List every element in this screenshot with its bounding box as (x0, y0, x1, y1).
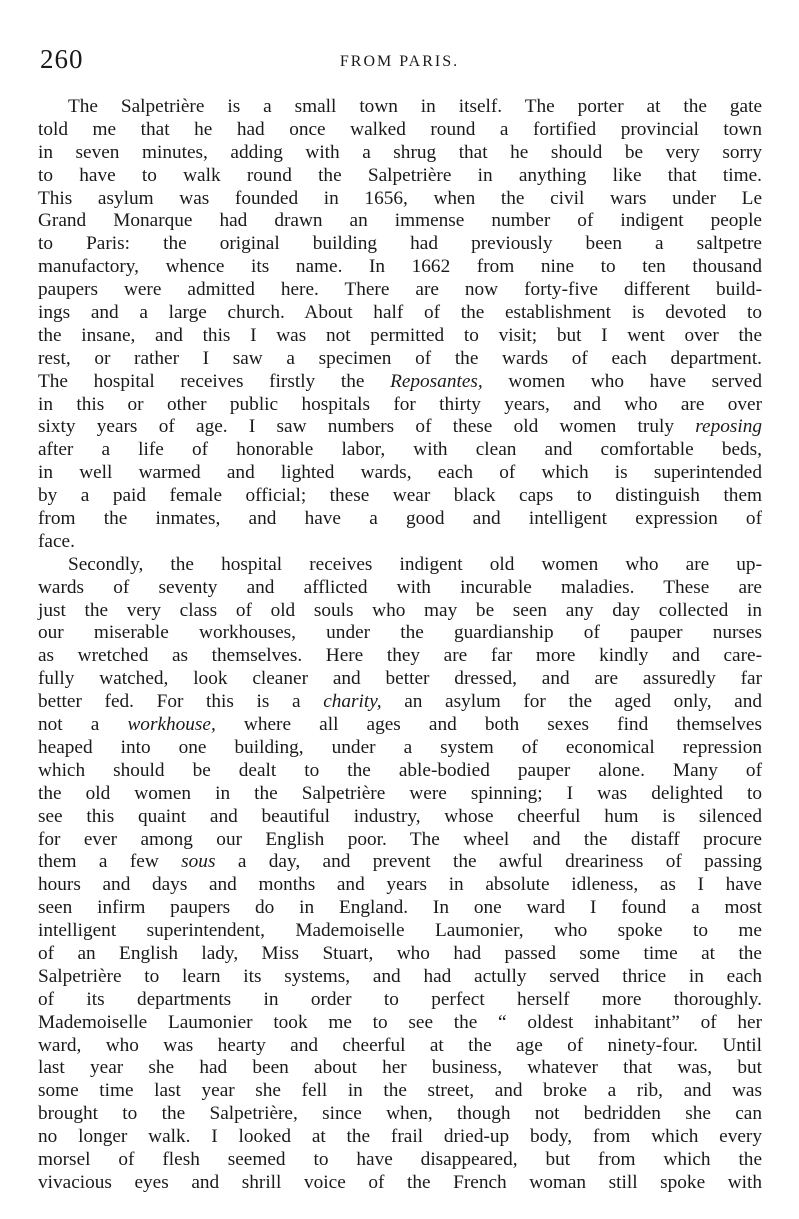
text-line: Secondly, the hospital receives indigent old women who are up- (68, 553, 762, 575)
text-line: see this quaint and beautiful industry, whose cheerful hum is silenced (38, 805, 762, 827)
text-line: seen infirm paupers do in England. In one ward I found a most (38, 897, 762, 919)
text-line: heaped into one building, under a system of economical repression (38, 736, 762, 758)
text-segment: The hospital receives firstly the (38, 370, 391, 392)
page-header (0, 0, 799, 90)
text-line: to have to walk round the Salpetrière in anything like that time. (38, 164, 762, 186)
text-line: ings and a large church. About half of the establishment is devoted to (38, 302, 762, 324)
text-segment: them a few (38, 851, 182, 873)
text-line: ward, who was hearty and cheerful at the age of ninety-four. Until (38, 1034, 762, 1056)
text-line: last year she had been about her business, whatever that was, but (38, 1057, 762, 1079)
text-line: wards of seventy and afflicted with incurable maladies. These are (38, 576, 762, 598)
text-line: by a paid female official; these wear black caps to distinguish them (38, 485, 762, 507)
text-segment: where all ages and both sexes find themselves (215, 714, 762, 736)
text-line: the insane, and this I was not permitted to visit; but I went over the (38, 324, 762, 346)
text-line: paupers were admitted here. There are now forty-five different build- (38, 279, 762, 301)
text-line: in this or other public hospitals for thirty years, and who are over (38, 393, 762, 415)
italic-word: reposing (695, 416, 762, 438)
text-line (38, 851, 762, 874)
text-segment: a day, and prevent the awful dreariness of passing (215, 851, 762, 873)
text-line (38, 714, 762, 737)
text-line: which should be dealt to the able-bodied pauper alone. Many of (38, 759, 762, 781)
text-line (38, 691, 762, 714)
text-line: of an English lady, Miss Stuart, who had passed some time at the (38, 942, 762, 964)
text-line: Salpetrière to learn its systems, and had actully served thrice in each (38, 965, 762, 987)
text-line: just the very class of old souls who may be seen any day collected in (38, 599, 762, 621)
text-line: our miserable workhouses, under the guardianship of pauper nurses (38, 622, 762, 644)
text-line: told me that he had once walked round a fortified provincial town (38, 118, 762, 140)
page-number: 260 (40, 44, 84, 74)
text-line: rest, or rather I saw a specimen of the wards of each department. (38, 347, 762, 369)
text-segment: not a (38, 714, 128, 736)
text-line: brought to the Salpetrière, since when, though not bedridden she can (38, 1103, 762, 1125)
text-line (38, 416, 762, 439)
text-line: vivacious eyes and shrill voice of the French woman still spoke with (38, 1171, 762, 1193)
text-line: in well warmed and lighted wards, each of which is superintended (38, 462, 762, 484)
text-line: Mademoiselle Laumonier took me to see the “ oldest inhabitant” of her (38, 1011, 762, 1033)
text-line: morsel of flesh seemed to have disappeared, but from which the (38, 1148, 762, 1170)
text-segment: women who have served (482, 370, 762, 392)
text-line: no longer walk. I looked at the frail dried-up body, from which every (38, 1126, 762, 1148)
text-line: in seven minutes, adding with a shrug that he should be very sorry (38, 141, 762, 163)
text-line: face. (38, 530, 75, 552)
text-line: from the inmates, and have a good and intelligent expression of (38, 508, 762, 530)
text-line: Grand Monarque had drawn an immense number of indigent people (38, 210, 762, 232)
text-line: of its departments in order to perfect herself more thoroughly. (38, 988, 762, 1010)
text-line: for ever among our English poor. The wheel and the distaff procure (38, 828, 762, 850)
text-line (38, 371, 762, 394)
text-line: to Paris: the original building had previously been a saltpetre (38, 233, 762, 255)
text-line: the old women in the Salpetrière were spinning; I was delighted to (38, 782, 762, 804)
body-text (38, 96, 762, 1195)
italic-word: Reposantes, (390, 370, 483, 392)
text-line: This asylum was founded in 1656, when the civil wars under Le (38, 187, 762, 209)
text-line: fully watched, look cleaner and better dressed, and are assuredly far (38, 668, 762, 690)
text-line: manufactory, whence its name. In 1662 from nine to ten thousand (38, 256, 762, 278)
text-segment: sixty years of age. I saw numbers of these old women truly (38, 416, 696, 438)
italic-word: workhouse, (127, 714, 216, 736)
text-line: hours and days and months and years in absolute idleness, as I have (38, 874, 762, 896)
text-line: intelligent superintendent, Mademoiselle Laumonier, who spoke to me (38, 920, 762, 942)
text-segment: an asylum for the aged only, and (381, 691, 762, 713)
text-line: as wretched as themselves. Here they are far more kindly and care- (38, 645, 762, 667)
text-line: some time last year she fell in the street, and broke a rib, and was (38, 1080, 762, 1102)
text-segment: better fed. For this is a (38, 691, 324, 713)
italic-word: charity, (323, 691, 382, 713)
italic-word: sous (181, 851, 216, 873)
text-line: The Salpetrière is a small town in itself. The porter at the gate (68, 96, 762, 117)
text-line: after a life of honorable labor, with clean and comfortable beds, (38, 439, 762, 461)
running-head: FROM PARIS. (339, 53, 460, 70)
